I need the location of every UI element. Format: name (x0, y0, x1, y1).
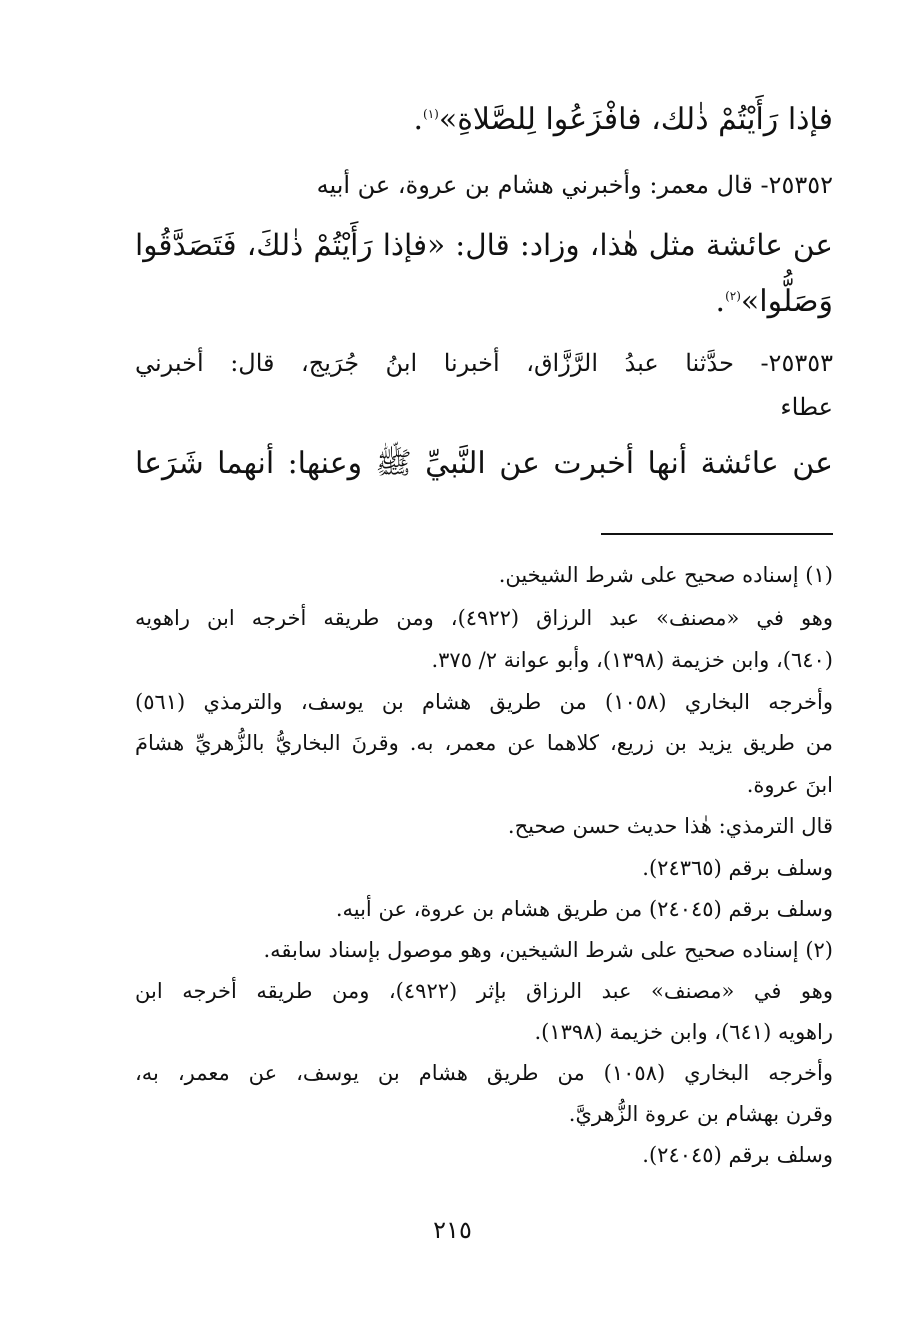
footnote-line-2: وهو في «مصنف» عبد الرزاق (٤٩٢٢)، ومن طريقه أخرجه ابن راهويه (135, 606, 834, 630)
footnote-line-13: وأخرجه البخاري (١٠٥٨) من طريق هشام بن يوسف، عن معمر، به، (135, 1061, 833, 1085)
hadith-25353-line-2: عطاء (780, 393, 833, 421)
page-number: ٢١٥ (433, 1216, 472, 1244)
footnote-line-8: وسلف برقم (٢٤٣٦٥). (642, 856, 833, 880)
footnote-line-7: قال الترمذي: هٰذا حديث حسن صحيح. (507, 814, 833, 838)
main-line-1: فإذا رَأَيْتُمْ ذٰلك، فافْزَعُوا لِلصَّلاةِ»$^{(١)}$. (413, 102, 833, 137)
footnote-line-12: راهويه (٦٤١)، وابن خزيمة (١٣٩٨). (534, 1020, 833, 1044)
footnote-line-1: (١) إسناده صحيح على شرط الشيخين. (498, 563, 833, 587)
hadith-25353-line-1: ٢٥٣٥٣- حدَّثنا عبدُ الرَّزَّاق، أخبرنا ابنُ جُرَيج، قال: أخبرني (135, 349, 833, 377)
footnote-ref-1: (١) (423, 107, 439, 121)
footnote-line-14: وقرن بهشام بن عروة الزُّهريَّ. (568, 1102, 833, 1126)
footnote-line-3: (٦٤٠)، وابن خزيمة (١٣٩٨)، وأبو عوانة ٢/ ٣٧٥. (431, 648, 833, 672)
footnote-divider (601, 533, 833, 535)
footnote-line-6: ابنَ عروة. (746, 773, 833, 797)
footnote-ref-2: (٢) (725, 289, 741, 303)
main-line-4: وَصَلُّوا»$^{(٢)}$. (715, 284, 833, 319)
main-line-3: عن عائشة مثل هٰذا، وزاد: قال: «فإذا رَأَيْتُمْ ذٰلكَ، فَتَصَدَّقُوا (135, 228, 833, 262)
footnote-line-9: وسلف برقم (٢٤٠٤٥) من طريق هشام بن عروة، عن أبيه. (335, 897, 833, 921)
footnote-line-10: (٢) إسناده صحيح على شرط الشيخين، وهو موصول بإسناد سابقه. (263, 938, 833, 962)
main-line-7: عن عائشة أنها أخبرت عن النَّبيِّ ﷺ وعنها: أنهما شَرَعا (135, 446, 833, 481)
hadith-25352: ٢٥٣٥٢- قال معمر: وأخبرني هشام بن عروة، عن أبيه (316, 171, 833, 199)
footnote-line-5: من طريق يزيد بن زريع، كلاهما عن معمر، به. وقرنَ البخاريُّ بالزُّهريِّ هشامَ (135, 731, 833, 755)
footnote-line-15: وسلف برقم (٢٤٠٤٥). (642, 1143, 833, 1167)
footnote-line-11: وهو في «مصنف» عبد الرزاق بإثر (٤٩٢٢)، ومن طريقه أخرجه ابن (135, 979, 833, 1003)
footnote-line-4: وأخرجه البخاري (١٠٥٨) من طريق هشام بن يوسف، والترمذي (٥٦١) (135, 690, 834, 714)
